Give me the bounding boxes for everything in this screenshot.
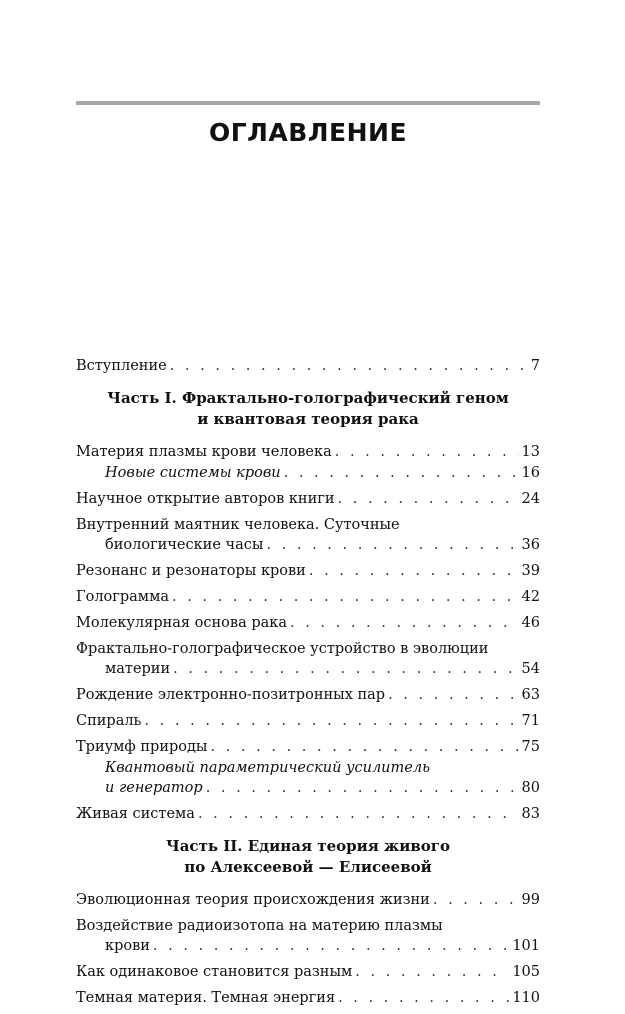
dot-leader <box>338 988 509 1008</box>
toc-entry-title: Как одинаковое становится разным <box>76 964 353 980</box>
part-1-heading-line1: Часть I. Фрактально-голографический геном <box>107 389 509 407</box>
toc-entry-title-line2: крови <box>105 938 150 954</box>
toc-entry-page: 24 <box>521 491 540 507</box>
toc-entry[interactable] <box>76 890 540 910</box>
toc-entry-page: 42 <box>521 589 540 605</box>
dot-leader <box>266 535 518 555</box>
part-1-heading-line2: и квантовая теория рака <box>197 410 419 428</box>
dot-leader <box>388 685 518 705</box>
dot-leader <box>153 936 509 956</box>
toc-entry-page: 36 <box>521 537 540 553</box>
toc-entry-multiline[interactable] <box>76 639 540 679</box>
toc-entry[interactable] <box>76 561 540 581</box>
dot-leader <box>172 587 519 607</box>
toc-entry[interactable] <box>76 804 540 824</box>
toc-entry[interactable] <box>76 442 540 462</box>
toc-entry-title: Молекулярная основа рака <box>76 615 287 631</box>
toc-entry[interactable] <box>76 613 540 633</box>
dot-leader <box>433 890 519 910</box>
part-1-heading <box>76 388 540 430</box>
toc-entry-page: 105 <box>512 964 540 980</box>
toc-entry-title: Материя плазмы крови человека <box>76 444 332 460</box>
toc-entry[interactable] <box>76 962 540 982</box>
toc-entry-title: Новые системы крови <box>105 465 281 481</box>
toc-entry-page: 46 <box>521 615 540 631</box>
toc-entry-title-line1: Воздействие радиоизотопа на материю плазмы <box>76 918 443 934</box>
toc-entry-title: Триумф природы <box>76 739 208 755</box>
toc-entry-page: 110 <box>512 990 540 1006</box>
toc-entry-title-line1: Внутренний маятник человека. Суточные <box>76 517 400 533</box>
toc-entry-title: Рождение электронно-позитронных пар <box>76 687 386 703</box>
toc-entry-title-line1: Квантовый параметрический усилитель <box>105 760 430 776</box>
toc-entry-page: 63 <box>521 687 540 703</box>
dot-leader <box>198 804 519 824</box>
dot-leader <box>355 962 509 982</box>
part-2-heading-line1: Часть II. Единая теория живого <box>166 837 450 855</box>
toc-entry-page: 75 <box>521 739 540 755</box>
toc-entry[interactable] <box>76 587 540 607</box>
toc-entry-page: 54 <box>521 661 540 677</box>
table-of-contents <box>76 356 540 1014</box>
header-rule <box>76 101 540 105</box>
toc-entry-title-line2: материи <box>105 661 171 677</box>
toc-entry-title-line2: и генератор <box>105 780 203 796</box>
toc-entry-page: 7 <box>530 358 540 374</box>
toc-entry-title-line2: биологические часы <box>105 537 264 553</box>
dot-leader <box>170 356 523 376</box>
toc-entry-title: Темная материя. Темная энергия <box>76 990 336 1006</box>
toc-entry[interactable] <box>76 711 540 731</box>
toc-entry-page: 39 <box>521 563 540 579</box>
toc-entry-intro[interactable] <box>76 356 540 376</box>
part-2-heading-line2: по Алексеевой — Елисеевой <box>184 858 432 876</box>
toc-entry[interactable] <box>76 737 540 757</box>
dot-leader <box>210 737 518 757</box>
dot-leader <box>284 463 519 483</box>
toc-entry[interactable] <box>76 988 540 1008</box>
dot-leader <box>206 778 519 798</box>
toc-entry-page: 13 <box>521 444 540 460</box>
toc-entry-page: 101 <box>512 938 540 954</box>
toc-subentry-multiline[interactable] <box>76 758 540 798</box>
part-2-heading <box>76 836 540 878</box>
toc-entry-title: Живая система <box>76 806 195 822</box>
dot-leader <box>290 613 519 633</box>
dot-leader <box>335 442 519 462</box>
toc-entry-title: Эволюционная теория происхождения жизни <box>76 892 430 908</box>
toc-entry-page: 80 <box>521 780 540 796</box>
toc-subentry[interactable] <box>76 463 540 483</box>
toc-entry-title: Спираль <box>76 713 142 729</box>
toc-entry-page: 16 <box>521 465 540 481</box>
toc-entry[interactable] <box>76 685 540 705</box>
toc-entry-title: Вступление <box>76 358 167 374</box>
toc-entry-multiline[interactable] <box>76 515 540 555</box>
dot-leader <box>144 711 518 731</box>
toc-entry-title: Голограмма <box>76 589 169 605</box>
toc-entry-multiline[interactable] <box>76 916 540 956</box>
toc-entry-title-line1: Фрактально-голографическое устройство в эволюции <box>76 641 489 657</box>
toc-entry-page: 83 <box>521 806 540 822</box>
toc-entry-page: 99 <box>521 892 540 908</box>
dot-leader <box>173 659 518 679</box>
toc-entry-title: Научное открытие авторов книги <box>76 491 335 507</box>
page-title: ОГЛАВЛЕНИЕ <box>208 118 408 147</box>
dot-leader <box>338 489 519 509</box>
dot-leader <box>309 561 519 581</box>
toc-entry-page: 71 <box>521 713 540 729</box>
toc-entry-title: Резонанс и резонаторы крови <box>76 563 306 579</box>
toc-entry[interactable] <box>76 489 540 509</box>
